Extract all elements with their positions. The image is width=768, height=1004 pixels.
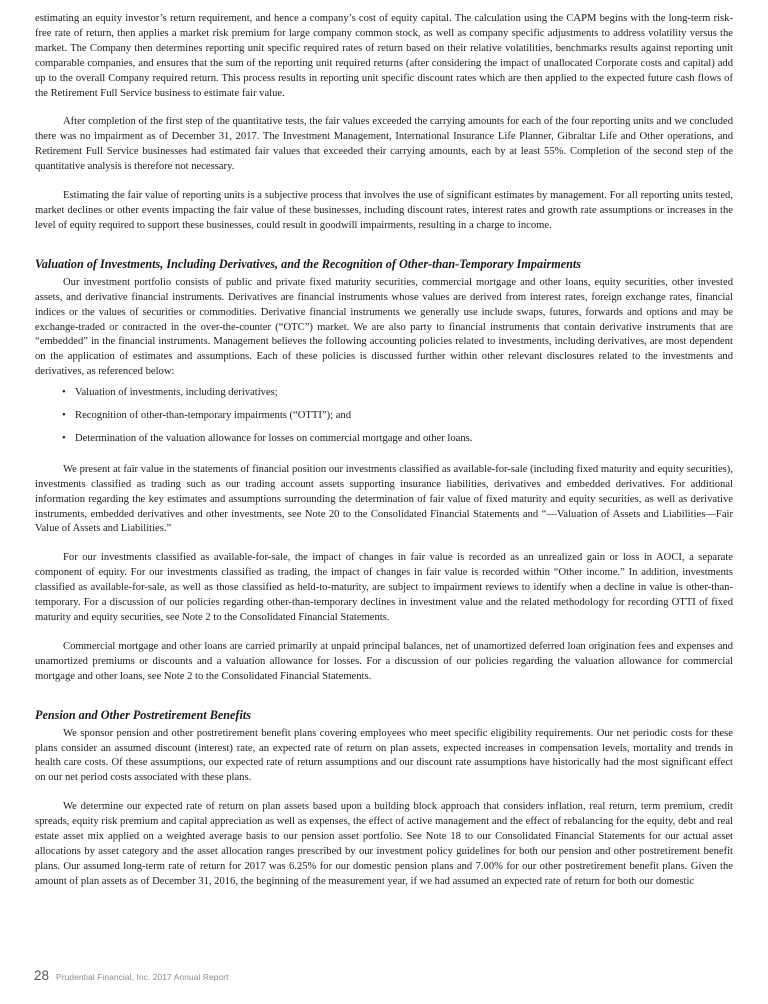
- paragraph-capm: estimating an equity investor’s return requirement, and hence a company’s cost of equity capital. The calculation using the CAPM begins with the long-term risk-free rate of return, then applies a market risk premium for large company common stock, as well as company specific adjustments to address volatility versus the market. The Company then determines reporting unit specific required rates of return based on their relative volatilities, benchmarks results against reporting unit comparable companies, and ensures that the sum of the reporting unit required returns (after considering the impact of unallocated Corporate costs and capital) add up to the overall Company required return. This process results in reporting unit specific discount rates which are then applied to the expected future cash flows of the Retirement Full Service business to estimate fair value.: [35, 13, 733, 99]
- policy-bullet-list: [35, 386, 733, 447]
- paragraph-expected-return: We determine our expected rate of return on plan assets based upon a building block approach that considers inflation, real return, term premium, credit spreads, equity risk premium and capital appreciation as well as expenses, the effect of active management and the effect of rebalancing for the equity, debt and real estate asset mix applied on a weighted average basis to our pension asset portfolio. See Note 18 to our Consolidated Financial Statements for our actual asset allocations by asset category and the asset allocation ranges prescribed by our investment policy guidelines for both our pension and other postretirement benefit plans. Our assumed long-term rate of return for 2017 was 6.25% for our domestic pension plans and 7.00% for our other postretirement benefit plans. Given the amount of plan assets as of December 31, 2016, the beginning of the measurement year, if we had assumed an expected rate of return for both our domestic: [35, 801, 733, 887]
- paragraph-quantitative-tests: After completion of the first step of the quantitative tests, the fair values exceeded the carrying amounts for each of the four reporting units and we concluded there was no impairment as of December 31, 2017. The Investment Management, International Insurance Life Planner, Gibraltar Life and Other operations, and Retirement Full Service businesses had estimated fair values that exceeded their carrying amounts, each by at least 55%. Completion of the second step of the quantitative analysis is therefore not necessary.: [35, 116, 733, 173]
- paragraph-commercial-mortgage: Commercial mortgage and other loans are carried primarily at unpaid principal balances, net of unamortized deferred loan origination fees and expenses and unamortized premiums or discounts and a valuation allowance for losses. For a discussion of our policies regarding the valuation allowance for commercial mortgage and other loans, see Note 2 to the Consolidated Financial Statements.: [35, 640, 733, 682]
- document-page: [35, 12, 733, 890]
- bullet-item: • Determination of the valuation allowance for losses on commercial mortgage and other loans.: [35, 432, 733, 447]
- page-number: 28: [34, 968, 50, 983]
- paragraph-fair-value-presentation: We present at fair value in the statements of financial position our investments classified as available-for-sale (including fixed maturity and equity securities), investments classified as trading such as our trading account assets supporting insurance liabilities, derivatives and embedded derivatives. For additional information regarding the key estimates and assumptions surrounding the determination of fair value of fixed maturity and equity securities, as well as derivative instruments, embedded derivatives and other investments, see Note 20 to the Consolidated Financial Statements and “—Valuation of Assets and Liabilities—Fair Value of Assets and Liabilities.”: [35, 463, 733, 535]
- section-heading-pension: Pension and Other Postretirement Benefits: [35, 707, 252, 722]
- page-footer: [34, 968, 229, 983]
- bullet-item: • Valuation of investments, including derivatives;: [35, 386, 733, 401]
- paragraph-pension-plans: We sponsor pension and other postretirement benefit plans covering employees who meet specific eligibility requirements. Our net periodic costs for these plans consider an assumed discount (interest) rate, an expected rate of return on plan assets, expected increases in compensation levels, mortality and trends in health care costs. Of these assumptions, our expected rate of return assumptions and our discount rate assumptions have historically had the most significant effect on our net period costs associated with these plans.: [35, 727, 733, 784]
- paragraph-investment-portfolio: Our investment portfolio consists of public and private fixed maturity securities, commercial mortgage and other loans, equity securities, other invested assets, and derivative financial instruments. Derivatives are financial instruments whose values are derived from interest rates, foreign exchange rates, financial indices or the values of securities or commodities. Derivative financial instruments we generally use include swaps, futures, forwards and options and may be exchange-traded or contracted in the over-the-counter (“OTC”) market. We are also party to financial instruments that contain derivative instruments that are “embedded” in the financial instruments. Management believes the following accounting policies related to investments, including derivatives, are most dependent on the application of estimates and assumptions. Each of these policies is discussed further within other relevant disclosures related to the investments and derivatives, as referenced below:: [35, 276, 733, 378]
- paragraph-fair-value-estimates: Estimating the fair value of reporting units is a subjective process that involves the use of significant estimates by management. For all reporting units tested, market declines or other events impacting the fair value of these businesses, including discount rates, interest rates and growth rate assumptions or increases in the level of equity required to support these businesses, could result in goodwill impairments, resulting in a charge to income.: [35, 190, 733, 231]
- publication-title: Prudential Financial, Inc. 2017 Annual Report: [56, 972, 229, 982]
- paragraph-available-for-sale: For our investments classified as available-for-sale, the impact of changes in fair value is recorded as an unrealized gain or loss in AOCI, a separate component of equity. For our investments classified as trading, the impact of changes in fair value is recorded within “Other income.” In addition, investments classified as available-for-sale, as well as those classified as held-to-maturity, are subject to impairment reviews to identify when a decline in value is other-than-temporary. For a discussion of our policies regarding other-than-temporary declines in investment value and the related methodology for recording OTTI of fixed maturity and equity securities, see Note 2 to the Consolidated Financial Statements.: [35, 552, 733, 623]
- section-heading-valuation: Valuation of Investments, Including Derivatives, and the Recognition of Other-than-Temporary Impairments: [35, 256, 582, 271]
- bullet-item: • Recognition of other-than-temporary impairments (“OTTI”); and: [35, 409, 733, 424]
